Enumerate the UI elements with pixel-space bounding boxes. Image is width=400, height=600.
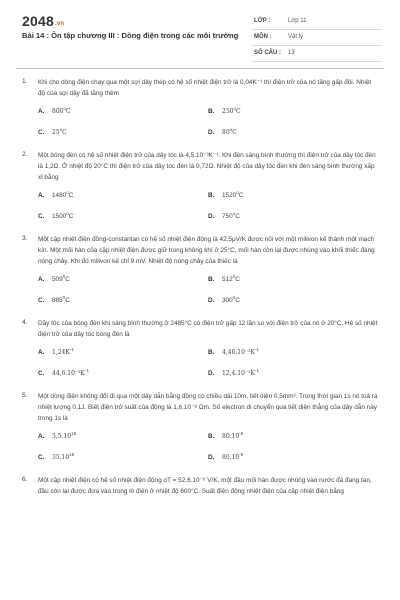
option-sup: o [236,190,239,195]
question-list [0,77,400,511]
option-b[interactable] [208,190,378,199]
option-unit: C [65,276,70,283]
option-sup: o [66,190,69,195]
option-letter: A. [38,433,45,440]
option-unit: C [235,108,241,115]
logo-sub: .vn [54,21,65,27]
option-letter: A. [38,276,45,283]
answer-options [38,190,378,220]
page-title: Bài 14 : Ôn tập chương III : Dòng điện trong các môi trường [22,31,239,40]
option-unit: C [68,192,74,199]
option-sup: -1 [254,368,259,373]
meta-label: MÔN : [254,34,272,40]
option-sup: o [66,211,69,216]
option-d[interactable] [208,127,378,136]
option-a[interactable] [38,106,208,115]
meta-value: Lớp 11 [288,18,307,24]
option-d[interactable] [208,211,378,220]
option-letter: D. [208,213,215,220]
option-sup: 18 [69,452,75,457]
option-value: 35.10 [52,454,70,461]
meta-label: LỚP : [254,18,271,24]
option-unit: C [65,108,71,115]
question-text: Một cặp nhiệt điện có hệ số nhiệt điện động αT = 52,6.10⁻⁶ V/K, một đầu mối hàn được nhúng vào nước đá đang tan, đầu còn lại được đưa vào trong lò điện ở nhiệt độ 600°C. Suất điện động nhiệt điện của cặp nhiệt điện bằng [38,477,372,495]
option-value: 250 [222,108,234,115]
answer-options [38,347,378,377]
option-value: 80.10 [222,454,240,461]
option-c[interactable] [38,127,208,136]
question-5 [0,391,400,461]
question-number: 4. [22,319,28,326]
option-letter: A. [38,108,45,115]
option-unit: C [235,276,240,283]
option-a[interactable] [38,274,208,283]
option-c[interactable] [38,368,208,377]
answer-options [38,106,378,136]
question-text: Dây tóc của bóng đèn khi sáng bình thường ở 2485°C có điện trở gấp 12 lần so với điện trở của nó ở 20°C. Hệ số nhiệt điện trở của dây tóc bóng đèn là [38,320,378,338]
question-4 [0,318,400,377]
option-letter: B. [208,349,215,356]
option-letter: B. [208,433,215,440]
question-number: 2. [22,151,28,158]
option-d[interactable] [208,452,378,461]
option-c[interactable] [38,295,208,304]
option-sup: -8 [239,431,244,436]
option-letter: C. [38,454,45,461]
option-sup: o [229,127,233,132]
option-letter: D. [208,454,215,461]
option-sup: -1 [254,347,259,352]
option-letter: D. [208,129,215,136]
question-number: 1. [22,78,28,85]
option-sup: o [63,106,66,111]
option-unit: C [235,213,240,220]
option-value: 885 [52,297,63,304]
question-text: Một cặp nhiệt điện đồng-constantan có hệ số nhiệt điện động là 42,5μV/K được nối với một milivon kế thành một mạch kín. Một mối hàn của cặp nhiệt điện được giữ trong không khí ở 25°C, mối hàn còn lại được nhúng vào khối thiếc đang nóng chảy. Khi đó milivon kế chỉ 9 mV. Nhiệt độ nóng chảy của thiếc là [38,236,375,265]
question-3 [0,234,400,304]
option-letter: A. [38,349,45,356]
option-value: 25 [52,129,60,136]
option-c[interactable] [38,452,208,461]
option-sup: -1 [69,347,74,352]
option-letter: D. [208,297,215,304]
option-sup: 0 [232,274,236,279]
meta-row-class [252,14,382,30]
option-letter: B. [208,108,215,115]
option-sup: o [233,106,236,111]
option-letter: A. [38,192,45,199]
option-unit: C [62,129,67,136]
meta-value: 13 [288,50,295,56]
question-number: 6. [22,476,28,483]
option-value: 1520 [222,192,237,199]
option-sup: 0 [232,295,236,300]
site-logo[interactable] [22,13,64,29]
option-value: 3,5.10 [52,433,72,440]
option-letter: C. [38,213,45,220]
meta-row-count [252,46,382,62]
header [0,0,400,60]
option-d[interactable] [208,295,378,304]
option-b[interactable] [208,106,378,115]
option-value: 44,6.10⁻³K [52,370,85,377]
meta-label: SỐ CÂU : [254,50,281,56]
meta-value: Vật lý [288,34,304,40]
option-d[interactable] [208,368,378,377]
option-sup: 0 [62,295,66,300]
option-b[interactable] [208,431,378,440]
question-2 [0,150,400,220]
option-letter: B. [208,276,215,283]
answer-options [38,431,378,461]
question-text: Một dòng điện không đổi đi qua một dây dẫn bằng đồng có chiều dài 10m, tiết diện 0,5mm². Trong thời gian 1s nó toả ra nhiệt lượng 0,1J. Biết điện trở suất của đồng là 1,6.10⁻⁸ Ωm. Số electron di chuyển qua tiết diện thẳng của dây dẫn này trong 1s là [38,393,378,422]
option-sup: -8 [239,452,244,457]
option-letter: C. [38,297,45,304]
question-text: Một bóng đèn có hệ số nhiệt điện trở của dây tóc là 4,5.10⁻³K⁻¹. Khi đèn sáng bình thường thì điện trở của dây tóc đèn là 1,2Ω. Ở nhiệt độ 20°C thì điện trở của dây tóc đèn là 0,72Ω. Nhiệt độ của dây tóc đèn khi đèn sáng bình thường xấp xỉ bằng [38,152,376,181]
option-value: 1500 [52,213,67,220]
meta-table [252,14,382,62]
option-sup: o [232,211,236,216]
option-unit: C [68,213,74,220]
answer-options [38,274,378,304]
option-letter: C. [38,129,45,136]
question-number: 3. [22,235,28,242]
question-text: Khi cho dòng điện chạy qua một sợi dây thép có hệ số nhiệt điện trở là 0,04K⁻¹ thì điện trở của nó tăng gấp đôi. Nhiệt độ của sợi dây đã tăng thêm [38,79,372,97]
meta-row-subject [252,30,382,46]
option-value: 512 [222,276,233,283]
option-unit: C [65,297,70,304]
question-number: 5. [22,392,28,399]
option-letter: B. [208,192,215,199]
option-value: 80.10 [222,433,240,440]
logo-main: 2048 [22,13,54,29]
option-a[interactable] [38,190,208,199]
option-c[interactable] [38,211,208,220]
option-unit: C [232,129,237,136]
option-value: 800 [52,108,64,115]
option-value: 509 [52,276,63,283]
option-value: 4,46.10⁻³K [222,349,255,356]
option-unit: C [238,192,244,199]
option-value: 1480 [52,192,67,199]
option-sup: 0 [62,274,66,279]
option-value: 12,4.10⁻³K [222,370,255,377]
option-value: 300 [222,297,233,304]
option-letter: D. [208,370,215,377]
option-b[interactable] [208,347,378,356]
question-6 [0,475,400,497]
option-sup: -1 [84,368,89,373]
option-sup: o [59,127,63,132]
option-value: 80 [222,129,230,136]
option-b[interactable] [208,274,378,283]
option-letter: C. [38,370,45,377]
option-value: 750 [222,213,233,220]
option-sup: 18 [71,431,77,436]
option-a[interactable] [38,431,208,440]
option-value: 1,24K [52,349,70,356]
header-divider [16,68,384,69]
option-unit: C [235,297,240,304]
question-1 [0,77,400,136]
option-a[interactable] [38,347,208,356]
